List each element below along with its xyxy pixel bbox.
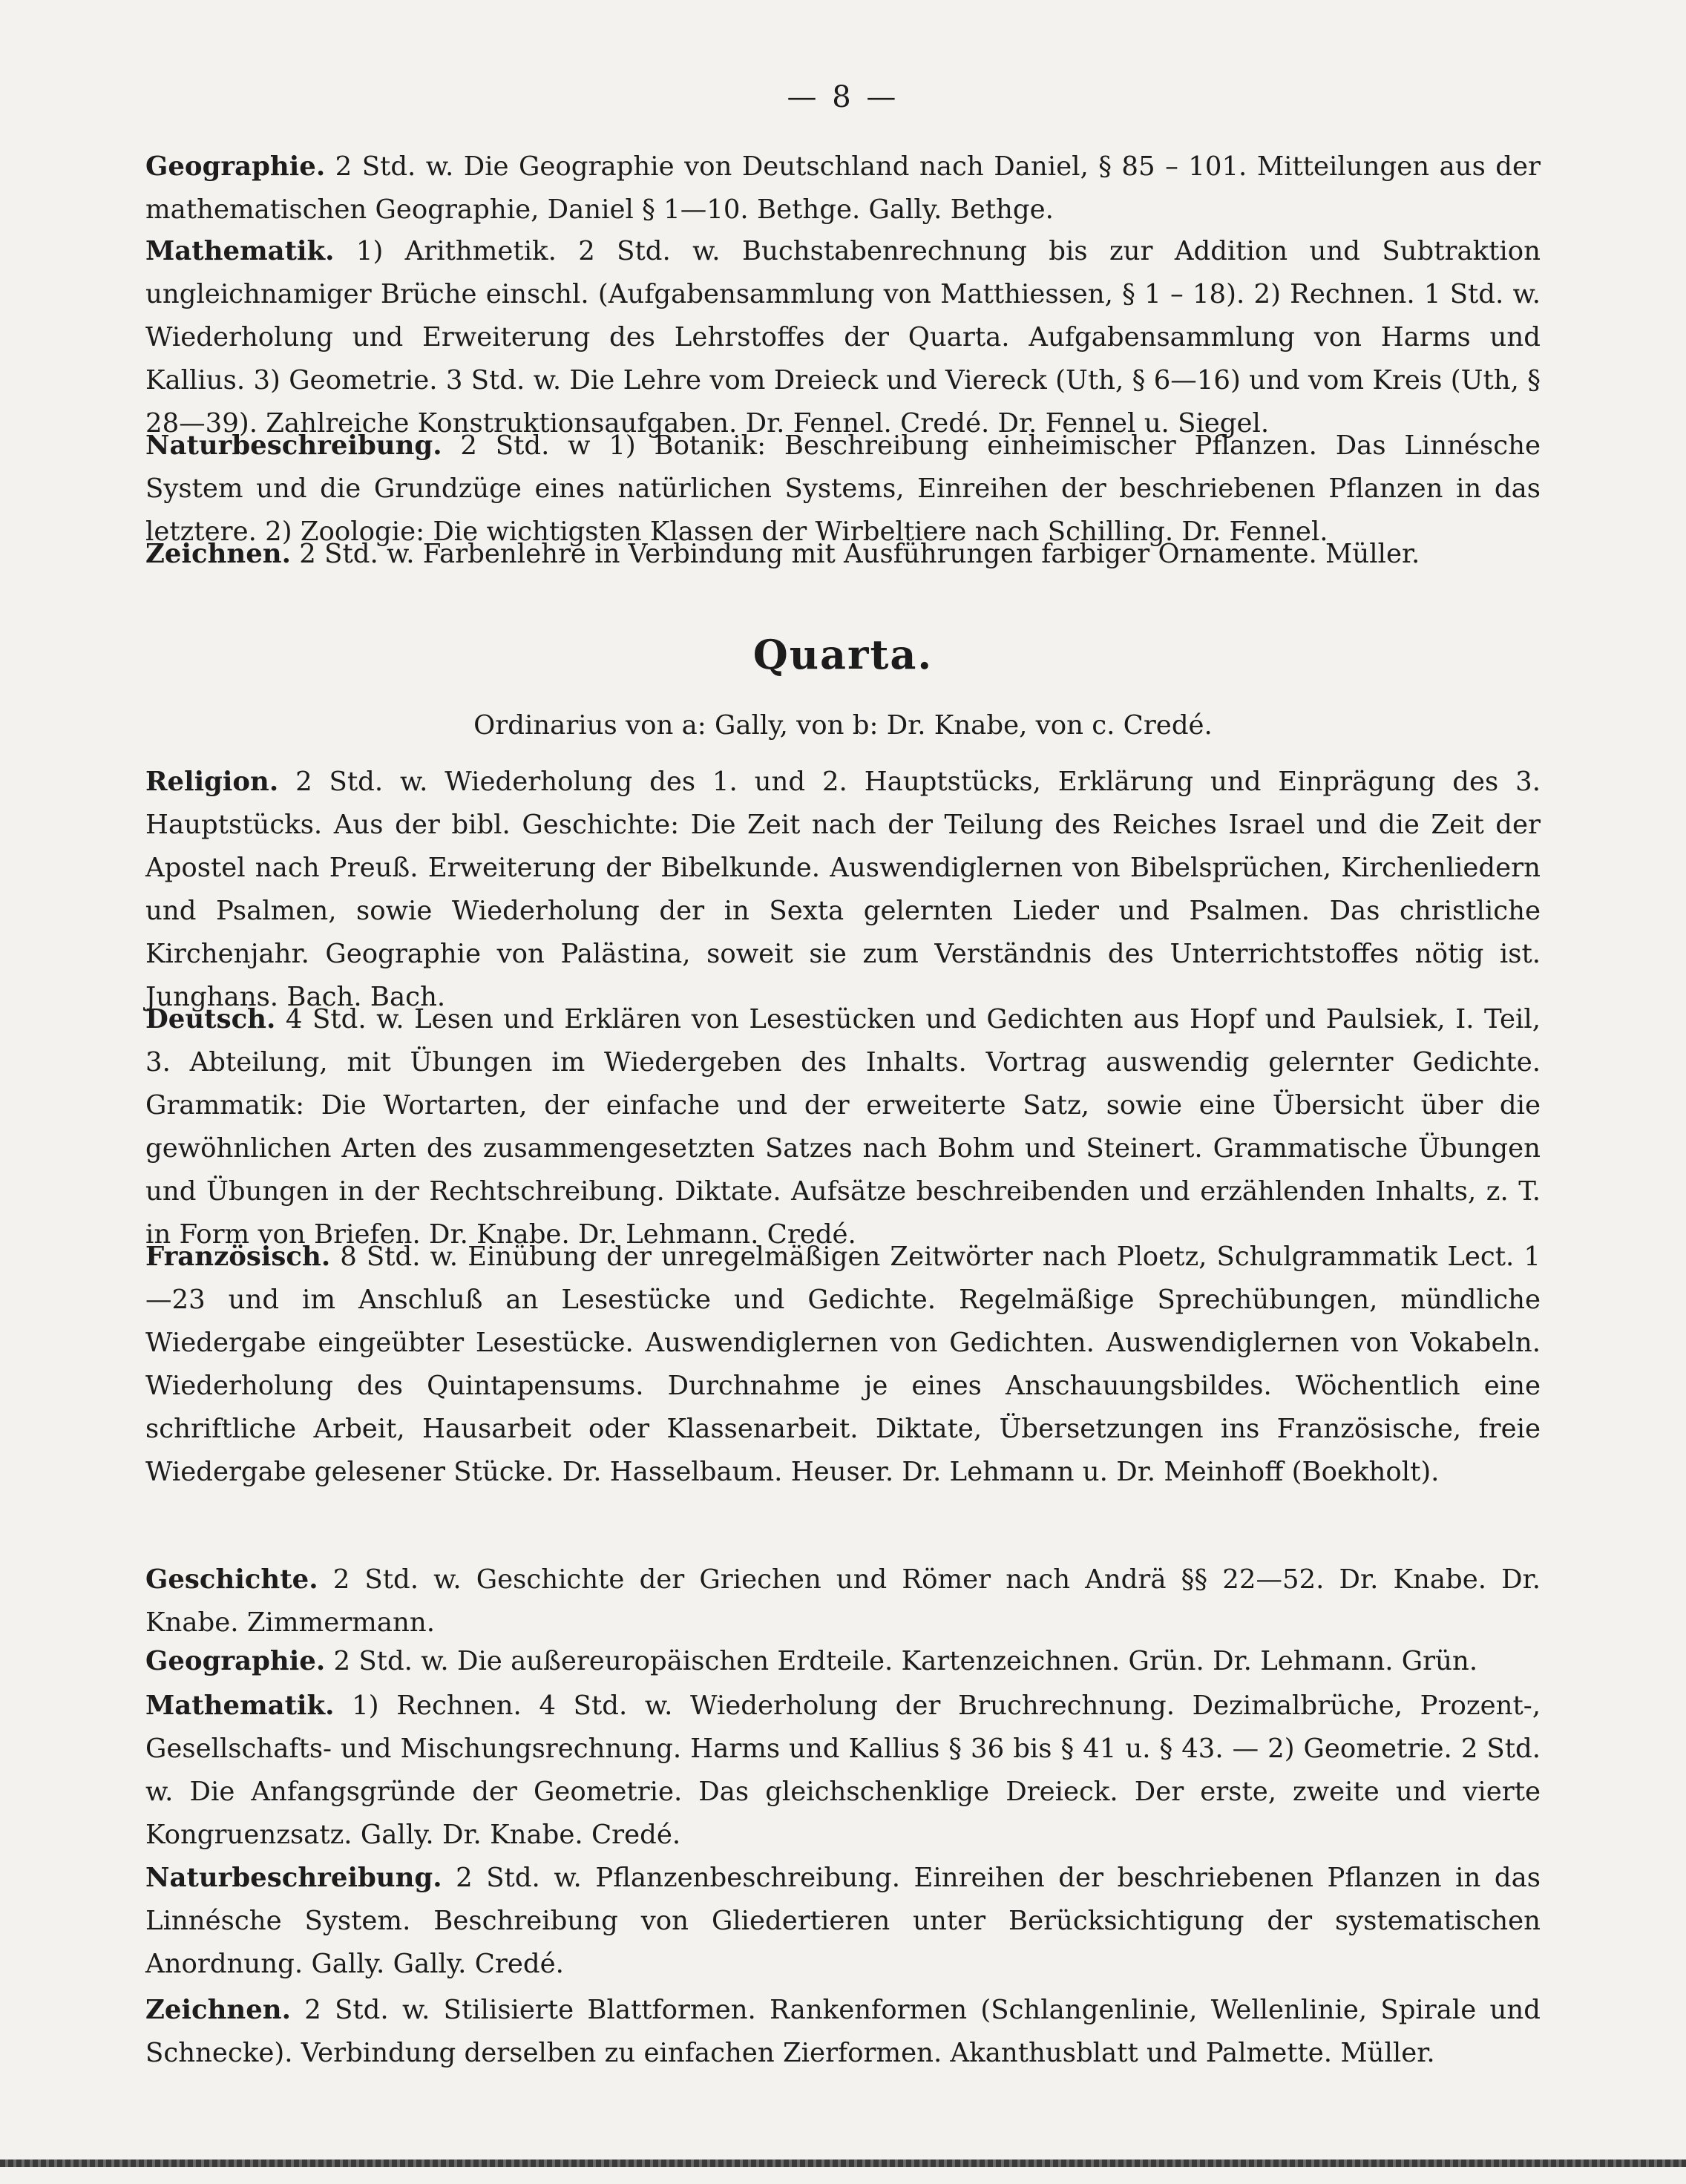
subject-heading: Religion. [145, 767, 279, 797]
subject-heading: Zeichnen. [145, 539, 291, 569]
entry-text: 2 Std. w. Die Geographie von Deutschland nach Daniel, § 85 – 101. Mitteilungen aus der mathematischen Geographie, Daniel § 1—10. Bethge. Gally. Bethge. [145, 151, 1541, 225]
subject-heading: Geographie. [145, 151, 326, 182]
ordinarius-line: Ordinarius von a: Gally, von b: Dr. Knabe, von c. Credé. [473, 710, 1213, 741]
subject-heading: Französisch. [145, 1242, 331, 1272]
subject-heading: Deutsch. [145, 1004, 276, 1034]
subject-heading: Mathematik. [145, 1691, 335, 1721]
entry-text: 2 Std. w. Pflanzenbeschreibung. Einreihen der beschriebenen Pflanzen in das Linnésche System. Beschreibung von Gliedertieren unter Berücksichtigung der systematischen Anordnung. Gally. Gally. Credé. [145, 1863, 1541, 1979]
entry-text: 2 Std. w. Wiederholung des 1. und 2. Hauptstücks, Erklärung und Einprägung des 3. Hauptstücks. Aus der bibl. Geschichte: Die Zeit nach der Teilung des Reiches Israel und die Zeit der Apostel nach Preuß. Erweiterung der Bibelkunde. Auswendiglernen von Bibelsprüchen, Kirchenliedern und Psalmen, sowie Wiederholung der in Sexta gelernten Lieder und Psalmen. Das christliche Kirchenjahr. Geographie von Palästina, soweit sie zum Verständnis des Unterrichtstoffes nötig ist. Junghans. Bach. Bach. [145, 767, 1541, 1012]
subject-heading: Zeichnen. [145, 1995, 291, 2025]
entry-zeichnen-prev [145, 533, 1541, 576]
entry-mathematik [145, 1685, 1541, 1857]
entry-text: 1) Rechnen. 4 Std. w. Wiederholung der Bruchrechnung. Dezimalbrüche, Prozent-, Gesellschafts- und Mischungsrechnung. Harms und Kallius § 36 bis § 41 u. § 43. — 2) Geometrie. 2 Std. w. Die Anfangsgründe der Geometrie. Das gleichschenklige Dreieck. Der erste, zweite und vierte Kongruenzsatz. Gally. Dr. Knabe. Credé. [145, 1691, 1541, 1850]
subject-heading: Geographie. [145, 1646, 326, 1676]
entry-text: 4 Std. w. Lesen und Erklären von Lesestücken und Gedichten aus Hopf und Paulsiek, I. Teil, 3. Abteilung, mit Übungen im Wiedergeben des Inhalts. Vortrag auswendig gelernter Gedichte. Grammatik: Die Wortarten, der einfache und der erweiterte Satz, sowie eine Übersicht über die gewöhnlichen Arten des zusammengesetzten Satzes nach Bohm und Steinert. Grammatische Übungen und Übungen in der Rechtschreibung. Diktate. Aufsätze beschreibenden und erzählenden Inhalts, z. T. in Form von Briefen. Dr. Knabe. Dr. Lehmann. Credé. [145, 1004, 1541, 1250]
entry-text: 2 Std. w 1) Botanik: Beschreibung einheimischer Pflanzen. Das Linnésche System und die Grundzüge eines natürlichen Systems, Einreihen der beschriebenen Pflanzen in das letztere. 2) Zoologie: Die wichtigsten Klassen der Wirbeltiere nach Schilling. Dr. Fennel. [145, 430, 1541, 547]
entry-text: 8 Std. w. Einübung der unregelmäßigen Zeitwörter nach Ploetz, Schulgrammatik Lect. 1—23 und im Anschluß an Lesestücke und Gedichte. Regelmäßige Sprechübungen, mündliche Wiedergabe eingeübter Lesestücke. Auswendiglernen von Gedichten. Auswendiglernen von Vokabeln. Wiederholung des Quintapensums. Durchnahme je eines Anschauungsbildes. Wöchentlich eine schriftliche Arbeit, Hausarbeit oder Klassenarbeit. Diktate, Übersetzungen ins Französische, freie Wiedergabe gelesener Stücke. Dr. Hasselbaum. Heuser. Dr. Lehmann u. Dr. Meinhoff (Boekholt). [145, 1242, 1541, 1487]
subject-heading: Mathematik. [145, 236, 335, 266]
entry-geographie-prev [145, 145, 1541, 232]
entry-zeichnen [145, 1989, 1541, 2075]
subject-heading: Geschichte. [145, 1564, 318, 1595]
page-bottom-edge [0, 2160, 1686, 2167]
entry-text: 1) Arithmetik. 2 Std. w. Buchstabenrechnung bis zur Addition und Subtraktion ungleichnamiger Brüche einschl. (Aufgabensammlung von Matthiessen, § 1 – 18). 2) Rechnen. 1 Std. w. Wiederholung und Erweiterung des Lehrstoffes der Quarta. Aufgabensammlung von Harms und Kallius. 3) Geometrie. 3 Std. w. Die Lehre vom Dreieck und Viereck (Uth, § 6—16) und vom Kreis (Uth, § 28—39). Zahlreiche Konstruktionsaufgaben. Dr. Fennel. Credé. Dr. Fennel u. Siegel. [145, 236, 1541, 439]
entry-text: 2 Std. w. Farbenlehre in Verbindung mit Ausführungen farbiger Ornamente. Müller. [299, 539, 1420, 569]
entry-naturbeschreibung [145, 1857, 1541, 1986]
page-number: — 8 — [787, 80, 899, 114]
entry-text: 2 Std. w. Stilisierte Blattformen. Rankenformen (Schlangenlinie, Wellenlinie, Spirale und Schnecke). Verbindung derselben zu einfachen Zierformen. Akanthusblatt und Palmette. Müller. [145, 1995, 1541, 2068]
entry-text: 2 Std. w. Geschichte der Griechen und Römer nach Andrä §§ 22—52. Dr. Knabe. Dr. Knabe. Zimmermann. [145, 1564, 1541, 1638]
subject-heading: Naturbeschreibung. [145, 1863, 442, 1893]
entry-geschichte [145, 1558, 1541, 1644]
entry-religion [145, 761, 1541, 1019]
entry-franzoesisch [145, 1236, 1541, 1494]
entry-geographie [145, 1640, 1541, 1683]
entry-text: 2 Std. w. Die außereuropäischen Erdteile. Kartenzeichnen. Grün. Dr. Lehmann. Grün. [333, 1646, 1478, 1676]
entry-deutsch [145, 998, 1541, 1256]
entry-mathematik-prev [145, 230, 1541, 445]
section-title: Quarta. [752, 631, 934, 678]
subject-heading: Naturbeschreibung. [145, 430, 442, 461]
